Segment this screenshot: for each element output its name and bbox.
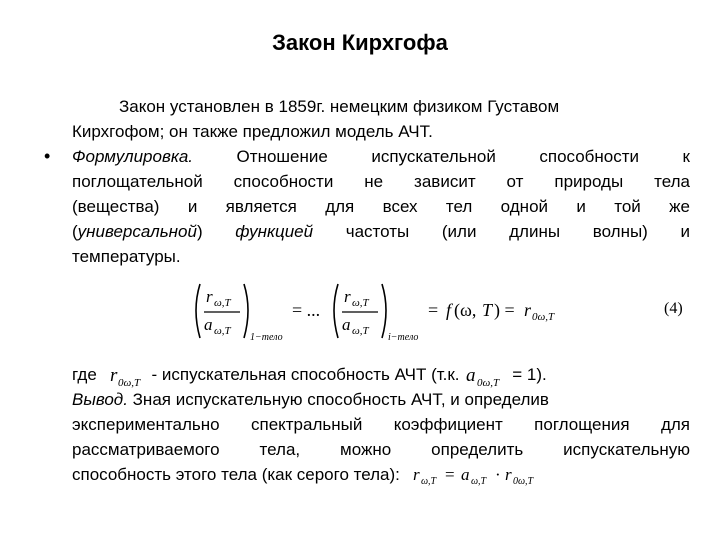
svg-text:r: r xyxy=(504,464,512,484)
formulation-line-5: температуры. xyxy=(72,247,181,266)
equation-number: (4) xyxy=(664,300,683,317)
svg-text:a: a xyxy=(342,315,351,334)
bullet-marker: • xyxy=(44,146,51,166)
svg-text:=: = xyxy=(428,300,439,320)
intro-line-2: Кирхгофом; он также предложил модель АЧТ. xyxy=(72,122,433,141)
function-word: функцией xyxy=(235,222,314,241)
conclusion-line-3: рассматриваемого тела, можно определить испускательную xyxy=(72,440,690,459)
grey-body-formula xyxy=(411,463,557,489)
svg-text:a: a xyxy=(204,315,213,334)
svg-text:a: a xyxy=(460,464,470,484)
conclusion-line-1-text: Зная испускательную способность АЧТ, и определив xyxy=(127,390,549,409)
intro-paragraph xyxy=(72,94,692,144)
where-suffix: = 1). xyxy=(512,365,547,384)
slide-title: Закон Кирхгофа xyxy=(272,30,448,55)
svg-text:r: r xyxy=(109,364,117,386)
svg-text:=: = xyxy=(444,464,455,484)
formulation-line-2: поглощательной способности не зависит от природы тела xyxy=(72,172,690,191)
svg-text:ω,T: ω,T xyxy=(352,325,369,337)
where-line xyxy=(72,362,690,387)
where-prefix: где xyxy=(72,365,97,384)
formulation-label: Формулировка. xyxy=(72,147,194,166)
conclusion-line-1 xyxy=(72,387,690,412)
formulation-line-1-text: Отношение испускательной способности к xyxy=(193,147,690,166)
svg-text:0ω,T: 0ω,T xyxy=(532,311,555,323)
svg-text:i−тело: i−тело xyxy=(388,332,419,343)
where-middle: - испускательная способность АЧТ (т.к. xyxy=(151,365,460,384)
svg-text:ω,T: ω,T xyxy=(470,475,486,487)
svg-text:ω,T: ω,T xyxy=(420,475,436,487)
conclusion-line-2: экспериментально спектральный коэффициент поглощения для xyxy=(72,415,690,434)
conclusion-line-4-text: способность этого тела (как серого тела): xyxy=(72,465,400,484)
formulation-line-1 xyxy=(72,144,690,169)
svg-text:1−тело: 1−тело xyxy=(250,332,283,343)
svg-text:r: r xyxy=(344,287,351,306)
svg-text:ω,T: ω,T xyxy=(214,325,231,337)
formulation-paragraph xyxy=(72,144,690,269)
svg-text:r: r xyxy=(206,287,213,306)
conclusion-paragraph xyxy=(72,362,690,487)
r0-symbol xyxy=(108,364,152,388)
paren-close: ) xyxy=(196,222,236,241)
conclusion-line-4 xyxy=(72,462,690,487)
svg-text:r: r xyxy=(412,464,420,484)
svg-text:ω,T: ω,T xyxy=(352,297,369,309)
svg-text:) =: ) = xyxy=(494,300,515,320)
svg-text:0ω,T: 0ω,T xyxy=(512,475,533,487)
formulation-line-4 xyxy=(72,219,690,244)
paren-open: ( xyxy=(72,222,78,241)
conclusion-label: Вывод. xyxy=(72,390,128,409)
svg-text:T: T xyxy=(482,300,493,320)
kirchhoff-equation xyxy=(190,280,690,343)
svg-text:= ...: = ... xyxy=(292,300,321,320)
svg-text:f: f xyxy=(446,300,452,320)
svg-text:0ω,T: 0ω,T xyxy=(477,376,500,388)
a0-symbol xyxy=(464,364,512,388)
formulation-line-3: (вещества) и является для всех тел одной и той же xyxy=(72,197,690,216)
svg-text:ω,T: ω,T xyxy=(214,297,231,309)
equation-graphic xyxy=(190,280,670,344)
svg-text:·: · xyxy=(494,464,501,484)
svg-text:a: a xyxy=(466,364,476,386)
universal-word: универсальной xyxy=(77,222,197,241)
svg-text:(ω,: (ω, xyxy=(454,300,477,320)
intro-line-1: Закон установлен в 1859г. немецким физиком Густавом xyxy=(119,97,560,116)
svg-text:0ω,T: 0ω,T xyxy=(117,376,140,388)
svg-text:r: r xyxy=(524,300,532,320)
formulation-line-4-text: частоты (или длины волны) и xyxy=(313,222,690,241)
